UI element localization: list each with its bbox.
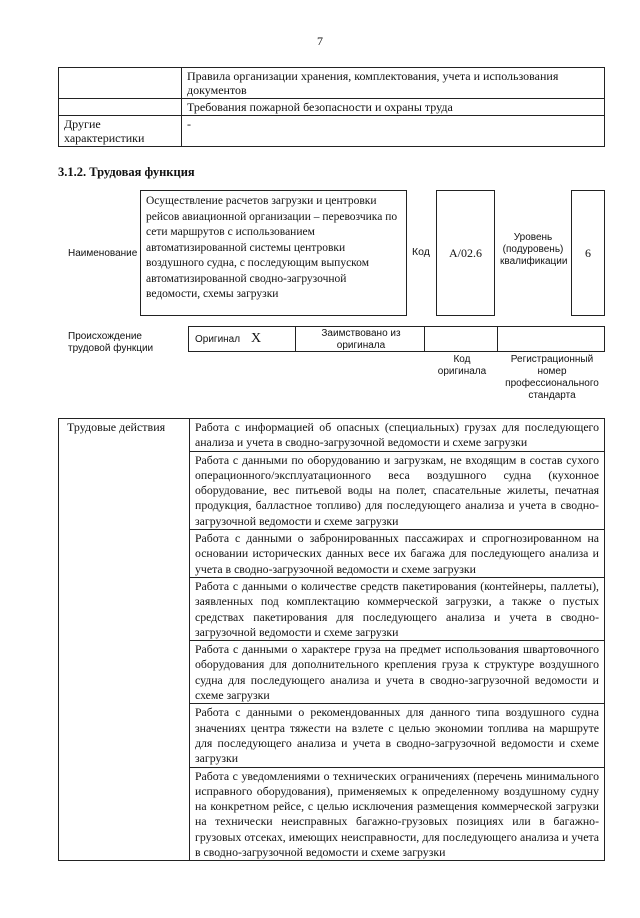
action-item: Работа с данными о количестве средств пакетирования (контейнеры, паллеты), заявленных под комплектацию коммерческой загрузки, а также о пустых средствах пакетирования для последующего анализа и учета в сводно-загрузочной ведомости и схеме загрузки: [190, 577, 605, 640]
row-label: Другие характеристики: [59, 116, 182, 147]
code-value-box: А/02.6: [436, 190, 495, 316]
name-label: Наименование: [68, 248, 138, 259]
function-name-box: Осуществление расчетов загрузки и центровки рейсов авиационной организации – перевозчика по сети маршрутов с использованием автоматизированной системы центровки воздушного судна, с последующим выпуском автоматизированной сводно-загрузочной ведомости, схемы загрузки: [140, 190, 407, 316]
level-value-box: 6: [571, 190, 605, 316]
action-item: Работа с данными о забронированных пассажирах и спрогнозированном на основании исторических данных весе их багажа для последующего анализа и учета в сводно-загрузочной ведомости и схеме загрузки: [190, 530, 605, 578]
code-original-caption: Код оригинала: [437, 354, 487, 377]
action-item: Работа с данными о рекомендованных для данного типа воздушного судна значениях центра тяжести на взлете с целью экономии топлива на маршруте для последующего анализа и учета в сводно-загрузочной ведомости и схеме загрузки: [190, 704, 605, 767]
table-row: [59, 68, 605, 99]
action-item: Работа с информацией об опасных (специальных) грузах для последующего анализа и учета в сводно-загрузочной ведомости и схеме загрузки: [190, 419, 605, 452]
row-label: [59, 99, 182, 116]
section-title: 3.1.2. Трудовая функция: [58, 165, 195, 179]
action-item: Работа с данными о характере груза на предмет использования швартовочного оборудования для дополнительного крепления груза к структуре воздушного судна для последующего анализа и учета в сводно-загрузочной ведомости и схеме загрузки: [190, 641, 605, 704]
level-label: Уровень (подуровень) квалификации: [500, 232, 568, 267]
borrowed-cell: [295, 326, 425, 352]
code-original-cell: [424, 326, 498, 352]
origin-label: Происхождение трудовой функции: [68, 331, 154, 354]
original-mark: Х: [251, 331, 262, 346]
action-item: Работа с уведомлениями о технических ограничениях (перечень минимального исправного оборудования), применяемых к определенному воздушному судну на конкретном рейсе, с целью исключения размещения коммерческой загрузки на технически неисправных багажно-грузовых позициях или в багажно-грузовых отсеках, имеющих неисправности, для последующего анализа и учета в сводно-загрузочной ведомости и схеме загрузки: [190, 767, 605, 861]
row-value: -: [182, 116, 605, 147]
table-row: [59, 419, 605, 452]
row-value: Требования пожарной безопасности и охраны труда: [182, 99, 605, 116]
characteristics-table: [58, 67, 605, 147]
origin-row: [188, 326, 605, 352]
original-label: Оригинал: [195, 334, 241, 345]
table-row: [59, 116, 605, 147]
labor-actions-table: [58, 418, 605, 861]
table-row: [59, 99, 605, 116]
code-label: Код: [412, 246, 430, 258]
action-item: Работа с данными по оборудованию и загрузкам, не входящим в состав сухого операционного/эксплуатационного веса воздушного судна (кухонное оборудование, вес питьевой воды на полет, спасательные жилеты, печатная продукция, балластное топливо) для последующего анализа и учета в сводно-загрузочной ведомости и схеме загрузки: [190, 451, 605, 529]
actions-label: Трудовые действия: [59, 419, 190, 861]
original-cell: [188, 326, 296, 352]
row-value: Правила организации хранения, комплектования, учета и использования документов: [182, 68, 605, 99]
borrowed-label: Заимствовано из оригинала: [321, 328, 401, 351]
reg-number-cell: [497, 326, 605, 352]
reg-number-caption: Регистрационный номер профессионального стандарта: [505, 354, 599, 401]
row-label: [59, 68, 182, 99]
page-number: 7: [317, 34, 323, 48]
